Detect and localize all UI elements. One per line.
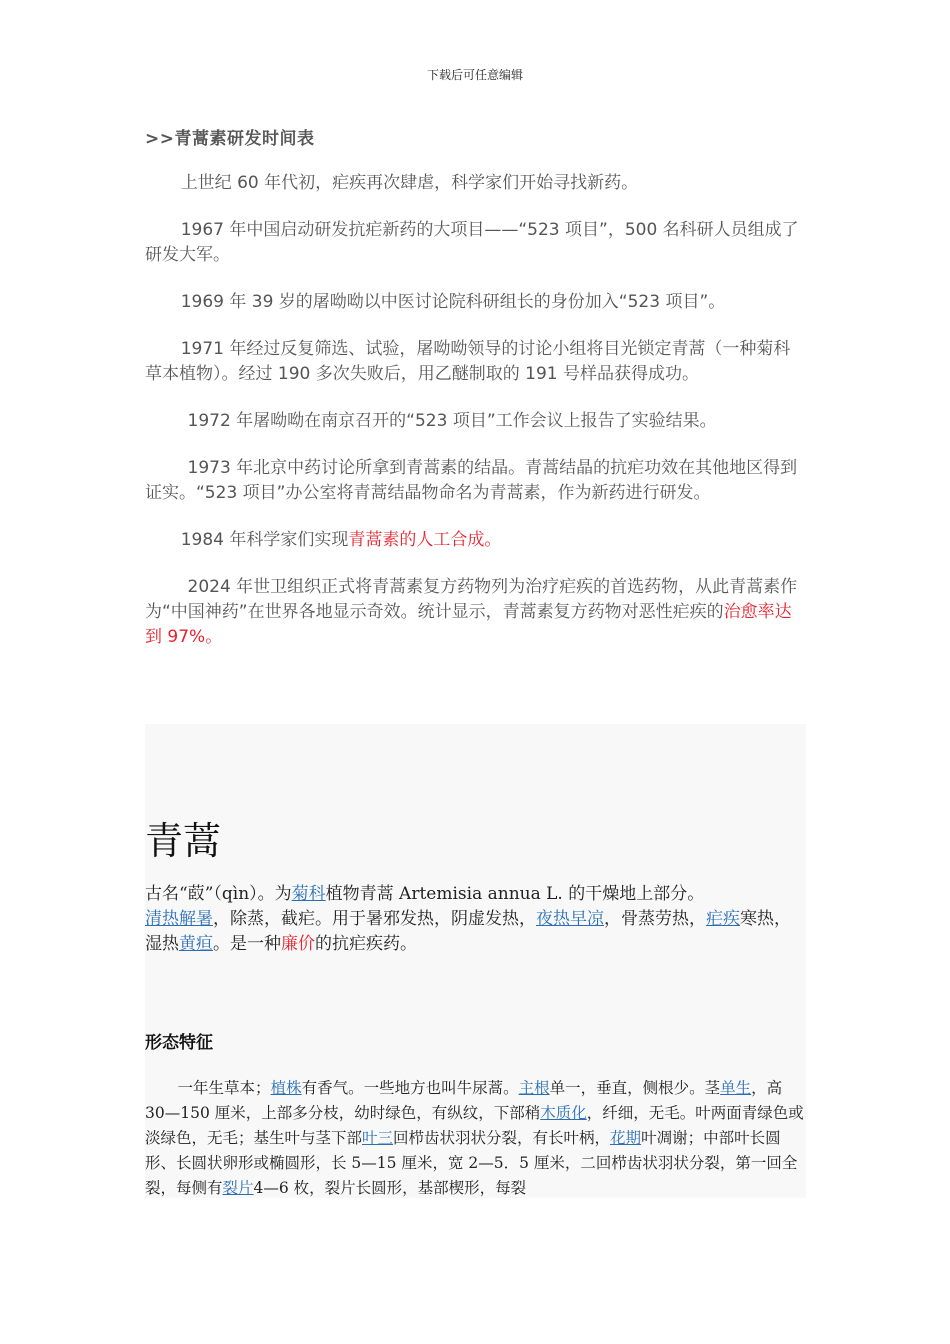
link-zhugen[interactable]: 主根: [518, 1079, 550, 1097]
highlight-text: 青蒿素的人工合成。: [348, 530, 502, 550]
paragraph-text: 2024 年世卫组织正式将青蒿素复方药物列为治疗疟疾的首选药物，从此青蒿素作为“中国神药”在世界各地显示奇效。统计显示，青蒿素复方药物对恶性疟疾的: [145, 577, 798, 622]
link-zhizhu[interactable]: 植株: [270, 1079, 302, 1097]
intro-text: ，骨蒸劳热，: [604, 909, 706, 929]
detail-text: 一年生草本；: [177, 1079, 271, 1097]
link-qingre-jieshu[interactable]: 清热解暑: [145, 909, 213, 929]
timeline-title: >>青蒿素研发时间表: [145, 129, 315, 149]
intro-text: 植物青蒿 Artemisia annua L. 的干燥地上部分。: [325, 884, 705, 904]
intro-text: 。是一种: [213, 934, 281, 954]
timeline-paragraph: 上世纪 60 年代初，疟疾再次肆虐，科学家们开始寻找新药。: [180, 173, 639, 193]
timeline-paragraph: [145, 528, 805, 553]
timeline-paragraph: 1972 年屠呦呦在南京召开的“523 项目”工作会议上报告了实验结果。: [187, 411, 717, 431]
timeline-paragraph: 1969 年 39 岁的屠呦呦以中医讨论院科研组长的身份加入“523 项目”。: [180, 292, 726, 312]
article-intro: [145, 882, 806, 957]
detail-text: 叶凋谢；中部叶长圆形、长圆状卵形或椭圆形，长 5—15 厘米，宽 2—5．5 厘米，二回栉齿状羽状分裂，第一回全裂，每侧有: [145, 1129, 798, 1197]
link-huaqi[interactable]: 花期: [610, 1129, 642, 1147]
detail-text: 单一，垂直，侧根少。茎: [549, 1079, 721, 1097]
timeline-paragraph: 1973 年北京中药讨论所拿到青蒿素的结晶。青蒿结晶的抗疟功效在其他地区得到证实。“523 项目”办公室将青蒿结晶物命名为青蒿素，作为新药进行研发。: [145, 458, 798, 503]
detail-text: 4—6 枚，裂片长圆形，基部楔形，每裂: [253, 1179, 527, 1197]
timeline-section: [145, 124, 805, 672]
link-liepian[interactable]: 裂片: [222, 1179, 254, 1197]
timeline-paragraph: [145, 575, 805, 650]
detail-text: ，纤细，无毛。叶两面青绿色或淡绿色，无毛；基生叶与茎下部: [145, 1104, 804, 1147]
intro-text: 的抗疟疾药。: [315, 934, 417, 954]
section-heading: 形态特征: [145, 1033, 213, 1053]
link-yere-zaoliang[interactable]: 夜热早凉: [536, 909, 604, 929]
link-huangdan[interactable]: 黄疸: [179, 934, 213, 954]
intro-text: ，除蒸，截疟。用于暑邪发热，阴虚发热，: [213, 909, 536, 929]
page-header: 下载后可任意编辑: [426, 68, 523, 82]
morphology-paragraph: [145, 1076, 806, 1198]
link-yesan[interactable]: 叶三: [362, 1129, 394, 1147]
timeline-paragraph: 1971 年经过反复筛选、试验，屠呦呦领导的讨论小组将目光锁定青蒿（一种菊科草本植物）。经过 190 多次失败后，用乙醚制取的 191 号样品获得成功。: [145, 339, 791, 384]
intro-text: 古名“菣”（qìn）。为: [145, 884, 292, 904]
link-muzhihua[interactable]: 木质化: [540, 1104, 587, 1122]
article-panel: [145, 724, 806, 1198]
detail-text: 回栉齿状羽状分裂，有长叶柄，: [393, 1129, 611, 1147]
detail-text: 有香气。一些地方也叫牛尿蒿。: [301, 1079, 519, 1097]
highlight-text: 治愈率达到 97%。: [145, 602, 792, 647]
highlight-text: 廉价: [281, 934, 315, 954]
link-juke[interactable]: 菊科: [291, 884, 326, 904]
detail-text: ，高 30—150 厘米，上部多分枝，幼时绿色，有纵纹，下部稍: [145, 1079, 783, 1122]
article-title: 青蒿: [145, 819, 222, 863]
intro-text: 寒热，湿热: [145, 909, 791, 954]
timeline-paragraph: 1967 年中国启动研发抗疟新药的大项目——“523 项目”，500 名科研人员组成了研发大军。: [145, 220, 799, 265]
link-dansheng[interactable]: 单生: [720, 1079, 752, 1097]
paragraph-text: 1984 年科学家们实现: [180, 530, 349, 550]
link-nueji[interactable]: 疟疾: [706, 909, 740, 929]
